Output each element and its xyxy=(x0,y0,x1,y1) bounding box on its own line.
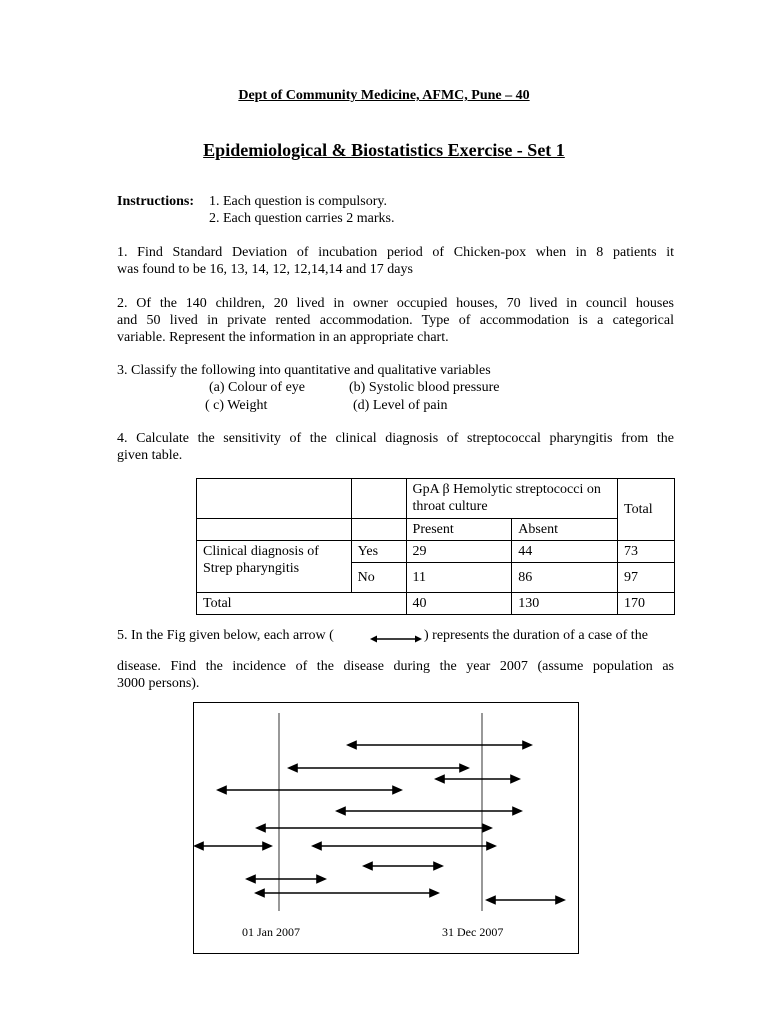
table-cell: 29 xyxy=(406,541,512,563)
department-heading: Dept of Community Medicine, AFMC, Pune – 40 xyxy=(238,88,530,103)
end-date-label: 31 Dec 2007 xyxy=(442,925,504,939)
instructions-label: Instructions: xyxy=(117,194,195,209)
question-1 xyxy=(117,244,674,278)
question-2-line-3: variable. Represent the information in an appropriate chart. xyxy=(117,330,449,345)
question-1-line-2: was found to be 16, 13, 14, 12, 12,14,14 and 17 days xyxy=(117,262,413,277)
table-cell: 170 xyxy=(618,593,675,615)
table-cell: 86 xyxy=(512,563,618,593)
instruction-item-2: 2. Each question carries 2 marks. xyxy=(209,211,395,226)
table-yes-label: Yes xyxy=(351,541,406,563)
page-title: Epidemiological & Biostatistics Exercise - Set 1 xyxy=(203,140,565,160)
question-2 xyxy=(117,295,674,346)
question-4-line-2: given table. xyxy=(117,448,183,463)
question-4-line-1: 4. Calculate the sensitivity of the clinical diagnosis of streptococcal pharyngitis from the xyxy=(117,431,674,446)
question-4 xyxy=(117,430,674,464)
question-3-line-1: 3. Classify the following into quantitative and qualitative variables xyxy=(117,363,491,378)
table-row-label: Clinical diagnosis of Strep pharyngitis xyxy=(197,541,352,593)
question-3-option-c: ( c) Weight xyxy=(205,398,268,413)
inline-arrow-icon xyxy=(370,633,422,645)
case-arrow xyxy=(195,843,271,850)
table-cell: 44 xyxy=(512,541,618,563)
table-absent-header: Absent xyxy=(512,519,618,541)
question-1-line-1: 1. Find Standard Deviation of incubation period of Chicken-pox when in 8 patients it xyxy=(117,245,674,260)
question-3-option-a: (a) Colour of eye xyxy=(209,380,306,395)
case-arrow xyxy=(337,808,521,815)
question-2-line-1: 2. Of the 140 children, 20 lived in owner occupied houses, 70 lived in council houses xyxy=(117,296,674,311)
case-arrow xyxy=(256,890,438,897)
case-arrow xyxy=(218,787,401,794)
case-arrow xyxy=(247,876,325,883)
table-cell: 11 xyxy=(406,563,512,593)
start-date-label: 01 Jan 2007 xyxy=(242,925,300,939)
table-corner-cell xyxy=(197,479,352,519)
table-empty-cell xyxy=(351,479,406,519)
question-5-continued xyxy=(117,658,674,692)
table-empty-cell xyxy=(351,519,406,541)
case-arrow xyxy=(289,765,468,772)
case-arrow xyxy=(487,897,564,904)
question-3-option-d: (d) Level of pain xyxy=(353,398,448,413)
case-duration-figure xyxy=(193,702,579,954)
table-total-header: Total xyxy=(618,479,675,541)
question-5-line-1-end: ) represents the duration of a case of the xyxy=(424,628,648,643)
case-duration-diagram xyxy=(194,703,580,955)
table-present-header: Present xyxy=(406,519,512,541)
case-arrow xyxy=(348,742,531,749)
table-total-label: Total xyxy=(197,593,407,615)
table-cell: 130 xyxy=(512,593,618,615)
table-cell: 40 xyxy=(406,593,512,615)
question-5-line-1-start: 5. In the Fig given below, each arrow ( xyxy=(117,628,334,643)
table-empty-cell xyxy=(197,519,352,541)
case-arrow xyxy=(436,776,519,783)
question-2-line-2: and 50 lived in private rented accommodation. Type of accommodation is a categorical xyxy=(117,313,674,328)
case-arrow xyxy=(364,863,442,870)
table-group-header: GpA β Hemolytic streptococci on throat culture xyxy=(406,479,618,519)
case-arrow xyxy=(313,843,495,850)
case-arrow xyxy=(257,825,491,832)
question-5-line-3: 3000 persons). xyxy=(117,676,200,691)
table-no-label: No xyxy=(351,563,406,593)
strep-diagnosis-table xyxy=(196,478,675,615)
question-5-line-2: disease. Find the incidence of the disease during the year 2007 (assume population as xyxy=(117,659,674,674)
instruction-item-1: 1. Each question is compulsory. xyxy=(209,194,387,209)
table-cell: 73 xyxy=(618,541,675,563)
table-cell: 97 xyxy=(618,563,675,593)
question-3-option-b: (b) Systolic blood pressure xyxy=(349,380,500,395)
